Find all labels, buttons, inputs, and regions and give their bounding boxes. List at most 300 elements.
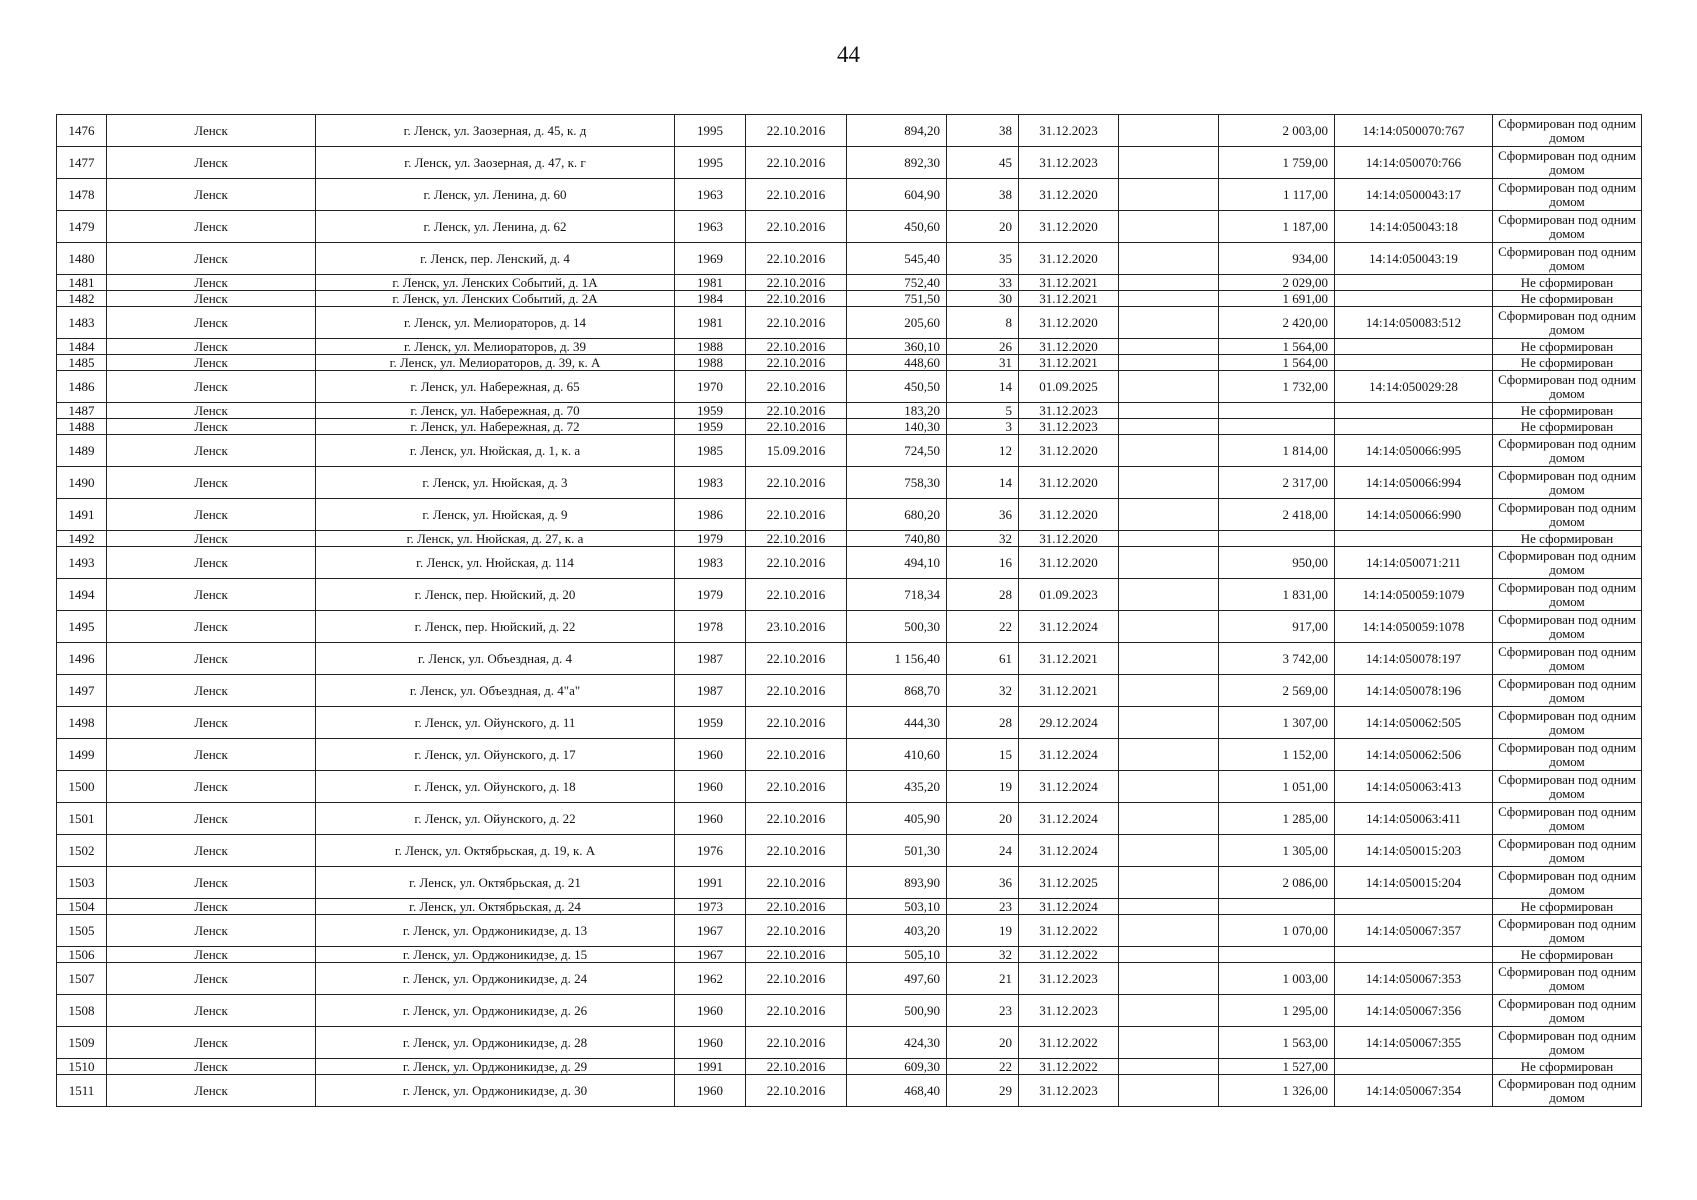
row-number-cell: 1510 bbox=[57, 1059, 107, 1075]
settlement-cell: Ленск bbox=[107, 803, 316, 835]
area-cell: 205,60 bbox=[847, 307, 947, 339]
empty-cell bbox=[1119, 643, 1219, 675]
land-status-cell: Сформирован под одним домом bbox=[1493, 467, 1642, 499]
land-status-cell: Не сформирован bbox=[1493, 899, 1642, 915]
planned-date-cell: 31.12.2022 bbox=[1019, 1027, 1119, 1059]
table-row bbox=[57, 771, 1642, 803]
date-cell: 22.10.2016 bbox=[746, 147, 847, 179]
address-cell: г. Ленск, ул. Октябрьская, д. 19, к. А bbox=[316, 835, 675, 867]
table-row bbox=[57, 499, 1642, 531]
planned-date-cell: 01.09.2025 bbox=[1019, 371, 1119, 403]
cadastral-number-cell: 14:14:050063:413 bbox=[1335, 771, 1493, 803]
cadastral-number-cell: 14:14:050063:411 bbox=[1335, 803, 1493, 835]
empty-cell bbox=[1119, 179, 1219, 211]
date-cell: 22.10.2016 bbox=[746, 675, 847, 707]
table-row bbox=[57, 275, 1642, 291]
area-cell: 468,40 bbox=[847, 1075, 947, 1107]
build-year-cell: 1988 bbox=[675, 339, 746, 355]
planned-date-cell: 31.12.2020 bbox=[1019, 211, 1119, 243]
empty-cell bbox=[1119, 1059, 1219, 1075]
apartments-count-cell: 16 bbox=[947, 547, 1019, 579]
empty-cell bbox=[1119, 419, 1219, 435]
row-number-cell: 1497 bbox=[57, 675, 107, 707]
cadastral-number-cell: 14:14:050078:197 bbox=[1335, 643, 1493, 675]
build-year-cell: 1979 bbox=[675, 531, 746, 547]
date-cell: 22.10.2016 bbox=[746, 899, 847, 915]
planned-date-cell: 31.12.2020 bbox=[1019, 499, 1119, 531]
build-year-cell: 1991 bbox=[675, 1059, 746, 1075]
cadastral-number-cell bbox=[1335, 291, 1493, 307]
land-area-cell bbox=[1219, 531, 1335, 547]
row-number-cell: 1490 bbox=[57, 467, 107, 499]
area-cell: 545,40 bbox=[847, 243, 947, 275]
settlement-cell: Ленск bbox=[107, 611, 316, 643]
area-cell: 497,60 bbox=[847, 963, 947, 995]
settlement-cell: Ленск bbox=[107, 739, 316, 771]
planned-date-cell: 31.12.2024 bbox=[1019, 739, 1119, 771]
apartments-count-cell: 28 bbox=[947, 579, 1019, 611]
land-status-cell: Сформирован под одним домом bbox=[1493, 179, 1642, 211]
planned-date-cell: 01.09.2023 bbox=[1019, 579, 1119, 611]
empty-cell bbox=[1119, 211, 1219, 243]
land-area-cell bbox=[1219, 947, 1335, 963]
cadastral-number-cell bbox=[1335, 355, 1493, 371]
row-number-cell: 1500 bbox=[57, 771, 107, 803]
apartments-count-cell: 22 bbox=[947, 611, 1019, 643]
empty-cell bbox=[1119, 803, 1219, 835]
land-status-cell: Сформирован под одним домом bbox=[1493, 771, 1642, 803]
table-row bbox=[57, 963, 1642, 995]
apartments-count-cell: 36 bbox=[947, 867, 1019, 899]
planned-date-cell: 31.12.2024 bbox=[1019, 835, 1119, 867]
address-cell: г. Ленск, ул. Орджоникидзе, д. 15 bbox=[316, 947, 675, 963]
table-row bbox=[57, 419, 1642, 435]
row-number-cell: 1483 bbox=[57, 307, 107, 339]
planned-date-cell: 31.12.2020 bbox=[1019, 531, 1119, 547]
build-year-cell: 1987 bbox=[675, 643, 746, 675]
cadastral-number-cell: 14:14:050066:990 bbox=[1335, 499, 1493, 531]
cadastral-number-cell bbox=[1335, 339, 1493, 355]
row-number-cell: 1485 bbox=[57, 355, 107, 371]
planned-date-cell: 31.12.2023 bbox=[1019, 963, 1119, 995]
land-area-cell: 2 003,00 bbox=[1219, 115, 1335, 147]
settlement-cell: Ленск bbox=[107, 355, 316, 371]
date-cell: 22.10.2016 bbox=[746, 179, 847, 211]
empty-cell bbox=[1119, 675, 1219, 707]
empty-cell bbox=[1119, 403, 1219, 419]
table-row bbox=[57, 867, 1642, 899]
apartments-count-cell: 20 bbox=[947, 211, 1019, 243]
apartments-count-cell: 29 bbox=[947, 1075, 1019, 1107]
build-year-cell: 1978 bbox=[675, 611, 746, 643]
settlement-cell: Ленск bbox=[107, 899, 316, 915]
land-status-cell: Не сформирован bbox=[1493, 403, 1642, 419]
row-number-cell: 1480 bbox=[57, 243, 107, 275]
empty-cell bbox=[1119, 243, 1219, 275]
date-cell: 22.10.2016 bbox=[746, 547, 847, 579]
apartments-count-cell: 45 bbox=[947, 147, 1019, 179]
area-cell: 450,50 bbox=[847, 371, 947, 403]
area-cell: 894,20 bbox=[847, 115, 947, 147]
land-area-cell: 934,00 bbox=[1219, 243, 1335, 275]
page-number: 44 bbox=[837, 42, 860, 67]
date-cell: 22.10.2016 bbox=[746, 531, 847, 547]
build-year-cell: 1959 bbox=[675, 403, 746, 419]
area-cell: 444,30 bbox=[847, 707, 947, 739]
apartments-count-cell: 26 bbox=[947, 339, 1019, 355]
date-cell: 23.10.2016 bbox=[746, 611, 847, 643]
settlement-cell: Ленск bbox=[107, 275, 316, 291]
address-cell: г. Ленск, ул. Мелиораторов, д. 14 bbox=[316, 307, 675, 339]
build-year-cell: 1979 bbox=[675, 579, 746, 611]
address-cell: г. Ленск, ул. Объездная, д. 4 bbox=[316, 643, 675, 675]
empty-cell bbox=[1119, 291, 1219, 307]
area-cell: 893,90 bbox=[847, 867, 947, 899]
address-cell: г. Ленск, ул. Ойунского, д. 22 bbox=[316, 803, 675, 835]
cadastral-number-cell bbox=[1335, 1059, 1493, 1075]
address-cell: г. Ленск, ул. Ойунского, д. 18 bbox=[316, 771, 675, 803]
row-number-cell: 1493 bbox=[57, 547, 107, 579]
table-row bbox=[57, 307, 1642, 339]
apartments-count-cell: 38 bbox=[947, 179, 1019, 211]
row-number-cell: 1484 bbox=[57, 339, 107, 355]
cadastral-number-cell bbox=[1335, 403, 1493, 419]
build-year-cell: 1984 bbox=[675, 291, 746, 307]
build-year-cell: 1986 bbox=[675, 499, 746, 531]
build-year-cell: 1967 bbox=[675, 915, 746, 947]
apartments-count-cell: 32 bbox=[947, 531, 1019, 547]
date-cell: 22.10.2016 bbox=[746, 643, 847, 675]
land-status-cell: Не сформирован bbox=[1493, 291, 1642, 307]
address-cell: г. Ленск, ул. Орджоникидзе, д. 13 bbox=[316, 915, 675, 947]
row-number-cell: 1494 bbox=[57, 579, 107, 611]
apartments-count-cell: 19 bbox=[947, 771, 1019, 803]
land-area-cell: 1 564,00 bbox=[1219, 355, 1335, 371]
empty-cell bbox=[1119, 499, 1219, 531]
table-row bbox=[57, 1027, 1642, 1059]
land-area-cell: 1 003,00 bbox=[1219, 963, 1335, 995]
address-cell: г. Ленск, ул. Заозерная, д. 47, к. г bbox=[316, 147, 675, 179]
planned-date-cell: 31.12.2022 bbox=[1019, 1059, 1119, 1075]
planned-date-cell: 31.12.2020 bbox=[1019, 339, 1119, 355]
apartments-count-cell: 24 bbox=[947, 835, 1019, 867]
land-area-cell: 3 742,00 bbox=[1219, 643, 1335, 675]
build-year-cell: 1960 bbox=[675, 1075, 746, 1107]
date-cell: 22.10.2016 bbox=[746, 995, 847, 1027]
settlement-cell: Ленск bbox=[107, 995, 316, 1027]
date-cell: 22.10.2016 bbox=[746, 467, 847, 499]
planned-date-cell: 31.12.2024 bbox=[1019, 611, 1119, 643]
land-area-cell: 1 732,00 bbox=[1219, 371, 1335, 403]
land-status-cell: Сформирован под одним домом bbox=[1493, 707, 1642, 739]
empty-cell bbox=[1119, 1027, 1219, 1059]
area-cell: 405,90 bbox=[847, 803, 947, 835]
settlement-cell: Ленск bbox=[107, 707, 316, 739]
settlement-cell: Ленск bbox=[107, 675, 316, 707]
apartments-count-cell: 20 bbox=[947, 1027, 1019, 1059]
planned-date-cell: 31.12.2023 bbox=[1019, 403, 1119, 419]
land-area-cell: 1 285,00 bbox=[1219, 803, 1335, 835]
cadastral-number-cell: 14:14:050067:355 bbox=[1335, 1027, 1493, 1059]
planned-date-cell: 31.12.2021 bbox=[1019, 643, 1119, 675]
planned-date-cell: 31.12.2020 bbox=[1019, 179, 1119, 211]
row-number-cell: 1507 bbox=[57, 963, 107, 995]
planned-date-cell: 31.12.2020 bbox=[1019, 547, 1119, 579]
planned-date-cell: 31.12.2022 bbox=[1019, 915, 1119, 947]
land-area-cell: 1 563,00 bbox=[1219, 1027, 1335, 1059]
area-cell: 718,34 bbox=[847, 579, 947, 611]
empty-cell bbox=[1119, 995, 1219, 1027]
settlement-cell: Ленск bbox=[107, 531, 316, 547]
table-row bbox=[57, 947, 1642, 963]
row-number-cell: 1495 bbox=[57, 611, 107, 643]
planned-date-cell: 31.12.2021 bbox=[1019, 275, 1119, 291]
planned-date-cell: 31.12.2022 bbox=[1019, 947, 1119, 963]
land-status-cell: Сформирован под одним домом bbox=[1493, 307, 1642, 339]
land-area-cell bbox=[1219, 899, 1335, 915]
address-cell: г. Ленск, ул. Набережная, д. 70 bbox=[316, 403, 675, 419]
build-year-cell: 1959 bbox=[675, 419, 746, 435]
build-year-cell: 1970 bbox=[675, 371, 746, 403]
land-area-cell: 2 418,00 bbox=[1219, 499, 1335, 531]
address-cell: г. Ленск, ул. Орджоникидзе, д. 26 bbox=[316, 995, 675, 1027]
settlement-cell: Ленск bbox=[107, 1059, 316, 1075]
settlement-cell: Ленск bbox=[107, 371, 316, 403]
cadastral-number-cell: 14:14:050083:512 bbox=[1335, 307, 1493, 339]
apartments-count-cell: 38 bbox=[947, 115, 1019, 147]
land-area-cell: 2 569,00 bbox=[1219, 675, 1335, 707]
build-year-cell: 1960 bbox=[675, 771, 746, 803]
build-year-cell: 1995 bbox=[675, 115, 746, 147]
area-cell: 752,40 bbox=[847, 275, 947, 291]
row-number-cell: 1503 bbox=[57, 867, 107, 899]
build-year-cell: 1995 bbox=[675, 147, 746, 179]
build-year-cell: 1981 bbox=[675, 307, 746, 339]
table-row bbox=[57, 179, 1642, 211]
empty-cell bbox=[1119, 275, 1219, 291]
settlement-cell: Ленск bbox=[107, 339, 316, 355]
apartments-count-cell: 32 bbox=[947, 675, 1019, 707]
build-year-cell: 1991 bbox=[675, 867, 746, 899]
empty-cell bbox=[1119, 1075, 1219, 1107]
area-cell: 609,30 bbox=[847, 1059, 947, 1075]
cadastral-number-cell: 14:14:050066:994 bbox=[1335, 467, 1493, 499]
build-year-cell: 1959 bbox=[675, 707, 746, 739]
cadastral-number-cell: 14:14:050043:19 bbox=[1335, 243, 1493, 275]
row-number-cell: 1505 bbox=[57, 915, 107, 947]
build-year-cell: 1967 bbox=[675, 947, 746, 963]
address-cell: г. Ленск, ул. Орджоникидзе, д. 24 bbox=[316, 963, 675, 995]
table-row bbox=[57, 531, 1642, 547]
area-cell: 892,30 bbox=[847, 147, 947, 179]
apartments-count-cell: 19 bbox=[947, 915, 1019, 947]
row-number-cell: 1506 bbox=[57, 947, 107, 963]
empty-cell bbox=[1119, 947, 1219, 963]
date-cell: 22.10.2016 bbox=[746, 355, 847, 371]
land-status-cell: Не сформирован bbox=[1493, 355, 1642, 371]
apartments-count-cell: 5 bbox=[947, 403, 1019, 419]
planned-date-cell: 31.12.2024 bbox=[1019, 771, 1119, 803]
land-area-cell: 950,00 bbox=[1219, 547, 1335, 579]
apartments-count-cell: 12 bbox=[947, 435, 1019, 467]
cadastral-number-cell bbox=[1335, 419, 1493, 435]
settlement-cell: Ленск bbox=[107, 115, 316, 147]
date-cell: 22.10.2016 bbox=[746, 835, 847, 867]
land-area-cell: 1 152,00 bbox=[1219, 739, 1335, 771]
row-number-cell: 1476 bbox=[57, 115, 107, 147]
housing-registry-table bbox=[56, 114, 1642, 1107]
cadastral-number-cell: 14:14:050062:505 bbox=[1335, 707, 1493, 739]
date-cell: 22.10.2016 bbox=[746, 1075, 847, 1107]
address-cell: г. Ленск, ул. Орджоникидзе, д. 29 bbox=[316, 1059, 675, 1075]
date-cell: 15.09.2016 bbox=[746, 435, 847, 467]
land-status-cell: Сформирован под одним домом bbox=[1493, 643, 1642, 675]
land-area-cell: 1 305,00 bbox=[1219, 835, 1335, 867]
build-year-cell: 1969 bbox=[675, 243, 746, 275]
date-cell: 22.10.2016 bbox=[746, 339, 847, 355]
table-row bbox=[57, 915, 1642, 947]
land-area-cell: 1 187,00 bbox=[1219, 211, 1335, 243]
planned-date-cell: 31.12.2020 bbox=[1019, 243, 1119, 275]
cadastral-number-cell: 14:14:050062:506 bbox=[1335, 739, 1493, 771]
apartments-count-cell: 32 bbox=[947, 947, 1019, 963]
build-year-cell: 1983 bbox=[675, 467, 746, 499]
planned-date-cell: 31.12.2021 bbox=[1019, 675, 1119, 707]
date-cell: 22.10.2016 bbox=[746, 1059, 847, 1075]
row-number-cell: 1489 bbox=[57, 435, 107, 467]
apartments-count-cell: 28 bbox=[947, 707, 1019, 739]
settlement-cell: Ленск bbox=[107, 579, 316, 611]
land-status-cell: Не сформирован bbox=[1493, 1059, 1642, 1075]
area-cell: 503,10 bbox=[847, 899, 947, 915]
settlement-cell: Ленск bbox=[107, 1027, 316, 1059]
table-row bbox=[57, 643, 1642, 675]
settlement-cell: Ленск bbox=[107, 547, 316, 579]
apartments-count-cell: 15 bbox=[947, 739, 1019, 771]
land-area-cell: 1 307,00 bbox=[1219, 707, 1335, 739]
empty-cell bbox=[1119, 115, 1219, 147]
cadastral-number-cell: 14:14:050015:204 bbox=[1335, 867, 1493, 899]
land-status-cell: Сформирован под одним домом bbox=[1493, 371, 1642, 403]
row-number-cell: 1492 bbox=[57, 531, 107, 547]
land-status-cell: Сформирован под одним домом bbox=[1493, 611, 1642, 643]
land-area-cell: 1 051,00 bbox=[1219, 771, 1335, 803]
table-row bbox=[57, 547, 1642, 579]
address-cell: г. Ленск, ул. Ленских Событий, д. 2А bbox=[316, 291, 675, 307]
row-number-cell: 1508 bbox=[57, 995, 107, 1027]
address-cell: г. Ленск, ул. Ленина, д. 60 bbox=[316, 179, 675, 211]
table-row bbox=[57, 1059, 1642, 1075]
land-area-cell bbox=[1219, 403, 1335, 419]
settlement-cell: Ленск bbox=[107, 307, 316, 339]
row-number-cell: 1491 bbox=[57, 499, 107, 531]
land-area-cell bbox=[1219, 419, 1335, 435]
land-area-cell: 1 759,00 bbox=[1219, 147, 1335, 179]
date-cell: 22.10.2016 bbox=[746, 803, 847, 835]
row-number-cell: 1477 bbox=[57, 147, 107, 179]
land-status-cell: Сформирован под одним домом bbox=[1493, 211, 1642, 243]
land-area-cell: 2 317,00 bbox=[1219, 467, 1335, 499]
table-row bbox=[57, 403, 1642, 419]
land-status-cell: Сформирован под одним домом bbox=[1493, 435, 1642, 467]
planned-date-cell: 31.12.2023 bbox=[1019, 147, 1119, 179]
date-cell: 22.10.2016 bbox=[746, 275, 847, 291]
land-area-cell: 1 117,00 bbox=[1219, 179, 1335, 211]
land-area-cell: 917,00 bbox=[1219, 611, 1335, 643]
build-year-cell: 1962 bbox=[675, 963, 746, 995]
land-area-cell: 1 326,00 bbox=[1219, 1075, 1335, 1107]
address-cell: г. Ленск, ул. Объездная, д. 4"а" bbox=[316, 675, 675, 707]
area-cell: 448,60 bbox=[847, 355, 947, 371]
build-year-cell: 1987 bbox=[675, 675, 746, 707]
cadastral-number-cell: 14:14:050059:1078 bbox=[1335, 611, 1493, 643]
area-cell: 450,60 bbox=[847, 211, 947, 243]
cadastral-number-cell: 14:14:0500070:767 bbox=[1335, 115, 1493, 147]
land-status-cell: Сформирован под одним домом bbox=[1493, 867, 1642, 899]
settlement-cell: Ленск bbox=[107, 835, 316, 867]
build-year-cell: 1973 bbox=[675, 899, 746, 915]
area-cell: 410,60 bbox=[847, 739, 947, 771]
planned-date-cell: 31.12.2023 bbox=[1019, 1075, 1119, 1107]
table-row bbox=[57, 339, 1642, 355]
settlement-cell: Ленск bbox=[107, 467, 316, 499]
date-cell: 22.10.2016 bbox=[746, 419, 847, 435]
address-cell: г. Ленск, ул. Нюйская, д. 9 bbox=[316, 499, 675, 531]
date-cell: 22.10.2016 bbox=[746, 1027, 847, 1059]
row-number-cell: 1499 bbox=[57, 739, 107, 771]
area-cell: 501,30 bbox=[847, 835, 947, 867]
apartments-count-cell: 23 bbox=[947, 995, 1019, 1027]
address-cell: г. Ленск, пер. Нюйский, д. 22 bbox=[316, 611, 675, 643]
build-year-cell: 1985 bbox=[675, 435, 746, 467]
cadastral-number-cell: 14:14:050067:357 bbox=[1335, 915, 1493, 947]
land-status-cell: Сформирован под одним домом bbox=[1493, 115, 1642, 147]
build-year-cell: 1960 bbox=[675, 1027, 746, 1059]
empty-cell bbox=[1119, 707, 1219, 739]
cadastral-number-cell: 14:14:050029:28 bbox=[1335, 371, 1493, 403]
settlement-cell: Ленск bbox=[107, 243, 316, 275]
land-area-cell: 2 420,00 bbox=[1219, 307, 1335, 339]
planned-date-cell: 31.12.2021 bbox=[1019, 355, 1119, 371]
table-row bbox=[57, 147, 1642, 179]
build-year-cell: 1976 bbox=[675, 835, 746, 867]
apartments-count-cell: 3 bbox=[947, 419, 1019, 435]
area-cell: 740,80 bbox=[847, 531, 947, 547]
table-row bbox=[57, 579, 1642, 611]
area-cell: 724,50 bbox=[847, 435, 947, 467]
planned-date-cell: 31.12.2024 bbox=[1019, 899, 1119, 915]
land-status-cell: Сформирован под одним домом bbox=[1493, 499, 1642, 531]
land-status-cell: Сформирован под одним домом bbox=[1493, 675, 1642, 707]
date-cell: 22.10.2016 bbox=[746, 115, 847, 147]
table-row bbox=[57, 435, 1642, 467]
date-cell: 22.10.2016 bbox=[746, 291, 847, 307]
date-cell: 22.10.2016 bbox=[746, 915, 847, 947]
empty-cell bbox=[1119, 435, 1219, 467]
date-cell: 22.10.2016 bbox=[746, 211, 847, 243]
build-year-cell: 1960 bbox=[675, 995, 746, 1027]
apartments-count-cell: 14 bbox=[947, 371, 1019, 403]
land-status-cell: Сформирован под одним домом bbox=[1493, 1027, 1642, 1059]
table-row bbox=[57, 611, 1642, 643]
date-cell: 22.10.2016 bbox=[746, 307, 847, 339]
table-row bbox=[57, 739, 1642, 771]
empty-cell bbox=[1119, 307, 1219, 339]
address-cell: г. Ленск, ул. Мелиораторов, д. 39 bbox=[316, 339, 675, 355]
land-status-cell: Сформирован под одним домом bbox=[1493, 579, 1642, 611]
build-year-cell: 1981 bbox=[675, 275, 746, 291]
settlement-cell: Ленск bbox=[107, 1075, 316, 1107]
